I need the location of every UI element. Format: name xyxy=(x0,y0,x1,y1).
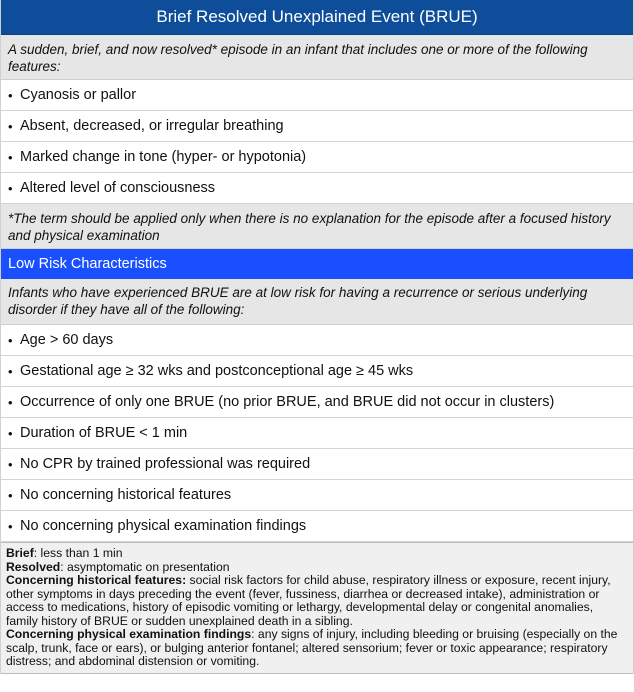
bullet-icon: • xyxy=(8,87,13,103)
low-risk-row xyxy=(1,511,633,542)
low-risk-text: Occurrence of only one BRUE (no prior BRUE, and BRUE did not occur in clusters) xyxy=(20,394,555,410)
resolved-text: : asymptomatic on presentation xyxy=(60,559,230,574)
bullet-icon: • xyxy=(8,425,13,441)
table-title: Brief Resolved Unexplained Event (BRUE) xyxy=(1,0,633,35)
low-risk-row xyxy=(1,449,633,480)
feature-row xyxy=(1,80,633,111)
feature-text: Marked change in tone (hyper- or hypotonia) xyxy=(20,149,307,165)
bullet-icon: • xyxy=(8,149,13,165)
historical-term: Concerning historical features: xyxy=(6,573,187,587)
physical-text: : any signs of injury, including bleeding or bruising (especially on the scalp, trunk, face or ears), or bulging anterior fontanel; altered sensorium; fever or toxic appearance; respiratory distress; and abdominal distension or vomiting. xyxy=(6,627,618,668)
low-risk-row xyxy=(1,418,633,449)
low-risk-heading: Low Risk Characteristics xyxy=(1,249,633,279)
bullet-icon: • xyxy=(8,394,13,410)
physical-term: Concerning physical examination findings xyxy=(6,627,252,641)
brief-text: : less than 1 min xyxy=(33,546,123,560)
historical-definition xyxy=(6,574,628,628)
low-risk-text: No concerning physical examination findings xyxy=(20,518,307,534)
low-risk-row xyxy=(1,480,633,511)
low-risk-intro: Infants who have experienced BRUE are at low risk for having a recurrence or serious underlying disorder if they have all of the following: xyxy=(1,279,633,325)
brief-definition xyxy=(6,547,628,561)
definitions-box xyxy=(1,542,633,674)
low-risk-row xyxy=(1,387,633,418)
brief-term: Brief xyxy=(6,546,34,560)
feature-text: Altered level of consciousness xyxy=(20,180,216,196)
low-risk-text: No CPR by trained professional was required xyxy=(20,456,311,472)
low-risk-text: Gestational age ≥ 32 wks and postconceptional age ≥ 45 wks xyxy=(20,363,414,379)
low-risk-row xyxy=(1,356,633,387)
feature-row xyxy=(1,173,633,204)
feature-text: Cyanosis or pallor xyxy=(20,87,137,103)
physical-definition xyxy=(6,628,628,669)
bullet-icon: • xyxy=(8,363,13,379)
footnote: *The term should be applied only when there is no explanation for the episode after a focused history and physical examination xyxy=(1,204,633,249)
resolved-definition xyxy=(6,561,628,575)
bullet-icon: • xyxy=(8,332,13,348)
feature-text: Absent, decreased, or irregular breathing xyxy=(20,118,284,134)
low-risk-text: No concerning historical features xyxy=(20,487,232,503)
bullet-icon: • xyxy=(8,518,13,534)
low-risk-text: Age > 60 days xyxy=(20,332,114,348)
feature-row xyxy=(1,111,633,142)
resolved-term: Resolved xyxy=(6,559,61,574)
definition-intro: A sudden, brief, and now resolved* episode in an infant that includes one or more of the following features: xyxy=(1,35,633,80)
bullet-icon: • xyxy=(8,180,13,196)
bullet-icon: • xyxy=(8,487,13,503)
historical-text: social risk factors for child abuse, respiratory illness or exposure, recent injury, other symptoms in days preceding the event (fever, fussiness, diarrhea or decreased intake), administration or access to medications, history of episodic vomiting or lethargy, developmental delay or congenital anomalies, family history of BRUE or sudden unexplained death in a sibling. xyxy=(6,573,611,628)
low-risk-text: Duration of BRUE < 1 min xyxy=(20,425,188,441)
bullet-icon: • xyxy=(8,456,13,472)
feature-row xyxy=(1,142,633,173)
bullet-icon: • xyxy=(8,118,13,134)
low-risk-row xyxy=(1,325,633,356)
